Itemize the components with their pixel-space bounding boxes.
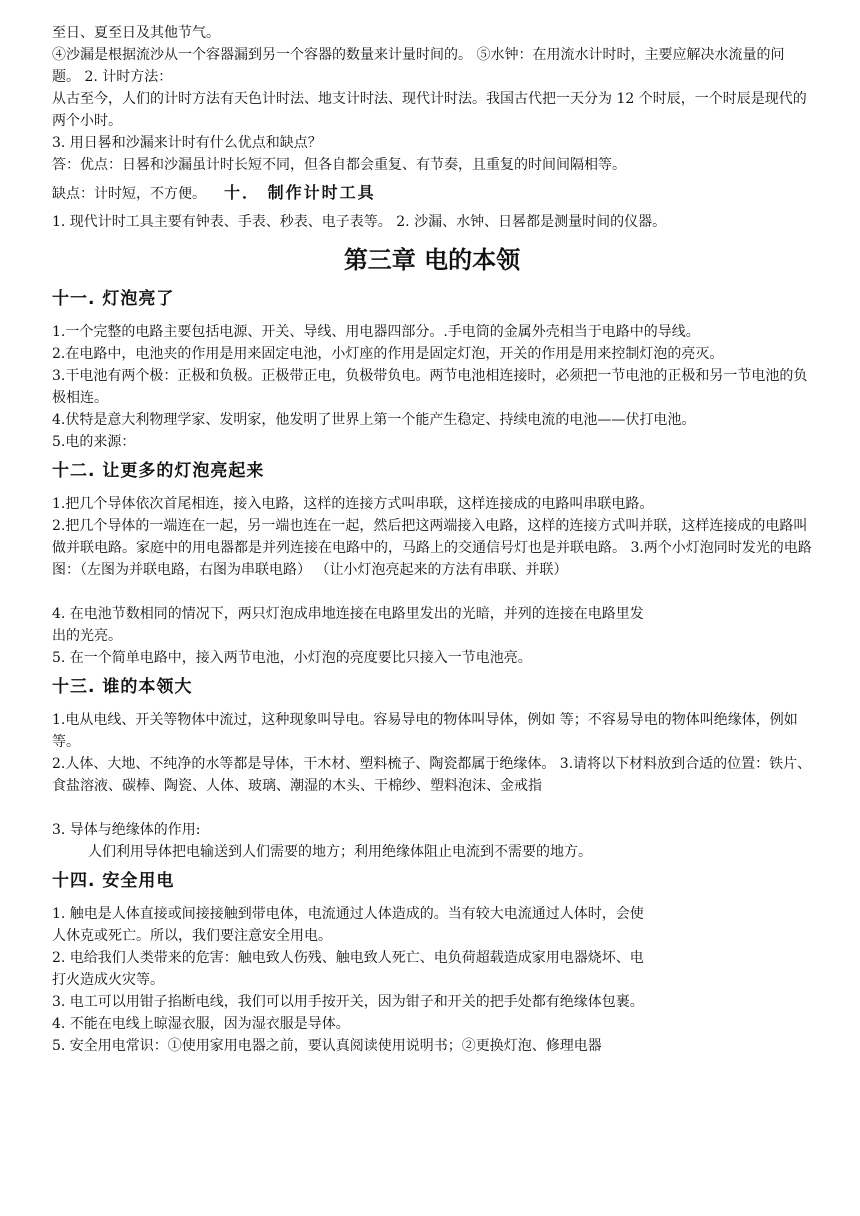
- section-14-heading: 十四. 安全用电: [52, 871, 175, 891]
- paragraph-modern-timers: 1. 现代计时工具主要有钟表、手表、秒表、电子表等。 2. 沙漏、水钟、日晷都是测量时间的仪器。: [52, 214, 667, 230]
- document-page: [52, 22, 812, 1057]
- section-12-heading: 十二. 让更多的灯泡亮起来: [52, 461, 265, 481]
- sec13-item-3-title: 3. 导体与绝缘体的作用:: [52, 822, 201, 838]
- paragraph-solstice: 至日、夏至日及其他节气。: [52, 25, 220, 41]
- sec11-item-1: 1.一个完整的电路主要包括电源、开关、导线、用电器四部分。.手电筒的金属外壳相当于电路中的导线。: [52, 324, 700, 340]
- paragraph-timing-methods: 从古至今，人们的计时方法有天色计时法、地支计时法、现代计时法。我国古代把一天分为 12 个时辰，一个时辰是现代的两个小时。: [52, 91, 807, 129]
- sec13-item-3-body: 人们利用导体把电输送到人们需要的地方；利用绝缘体阻止电流到不需要的地方。: [88, 844, 592, 860]
- sec12-item-5: 5. 在一个简单电路中，接入两节电池，小灯泡的亮度要比只接入一节电池亮。: [52, 650, 532, 666]
- sec12-item-4: 4. 在电池节数相同的情况下，两只灯泡成串地连接在电路里发出的光暗，并列的连接在电路里发出的光亮。: [52, 606, 644, 644]
- sec11-item-3: 3.干电池有两个极：正极和负极。正极带正电，负极带负电。两节电池相连接时，必须把一节电池的正极和另一节电池的负极相连。: [52, 368, 808, 406]
- sec14-item-5: 5. 安全用电常识：①使用家用电器之前，要认真阅读使用说明书；②更换灯泡、修理电器: [52, 1038, 602, 1054]
- sec11-item-2: 2.在电路中，电池夹的作用是用来固定电池，小灯座的作用是固定灯泡，开关的作用是用来控制灯泡的亮灭。: [52, 346, 724, 362]
- paragraph-hourglass-waterclock: ④沙漏是根据流沙从一个容器漏到另一个容器的数量来计量时间的。 ⑤水钟：在用流水计时时，主要应解决水流量的问题。 2. 计时方法：: [52, 47, 785, 85]
- question-sundial-hourglass: 3. 用日晷和沙漏来计时有什么优点和缺点？: [52, 135, 322, 151]
- chapter-title: 第三章 电的本领: [343, 246, 521, 274]
- sec14-item-2: 2. 电给我们人类带来的危害：触电致人伤残、触电致人死亡、电负荷超载造成家用电器烧坏、电打火造成火灾等。: [52, 950, 644, 988]
- sec14-item-1: 1. 触电是人体直接或间接接触到带电体，电流通过人体造成的。当有较大电流通过人体时，会使人休克或死亡。所以，我们要注意安全用电。: [52, 906, 644, 944]
- section-13-heading: 十三. 谁的本领大: [52, 677, 193, 697]
- answer-disadvantages: 缺点：计时短，不方便。: [52, 186, 206, 202]
- sec13-item-1: 1.电从电线、开关等物体中流过，这种现象叫导电。容易导电的物体叫导体，例如 等；不容易导电的物体叫绝缘体，例如 等。: [52, 712, 798, 750]
- section-10-heading: 十． 制作计时工具: [224, 183, 376, 202]
- answer-disadvantages-line: [52, 182, 812, 205]
- sec11-item-5: 5.电的来源：: [52, 434, 136, 450]
- answer-advantages: 答：优点：日晷和沙漏虽计时长短不同，但各自都会重复、有节奏，且重复的时间间隔相等。: [52, 157, 626, 173]
- section-11-heading: 十一. 灯泡亮了: [52, 289, 175, 309]
- sec11-item-4: 4.伏特是意大利物理学家、发明家，他发明了世界上第一个能产生稳定、持续电流的电池——伏打电池。: [52, 412, 696, 428]
- sec14-item-3: 3. 电工可以用钳子掐断电线，我们可以用手按开关，因为钳子和开关的把手处都有绝缘体包裹。: [52, 994, 644, 1010]
- sec12-item-2-3: 2.把几个导体的一端连在一起，另一端也连在一起，然后把这两端接入电路，这样的连接方式叫并联，这样连接成的电路叫做并联电路。家庭中的用电器都是并列连接在电路中的，马路上的交通信号灯也是并联电路。 3.两个小灯泡同时发光的电路图：（左图为并联电路，右图为串联电路） （让小灯泡亮起来的方法有串联、并联）: [52, 518, 812, 578]
- sec14-item-4: 4. 不能在电线上晾湿衣服，因为湿衣服是导体。: [52, 1016, 350, 1032]
- sec13-item-2-3: 2.人体、大地、不纯净的水等都是导体，干木材、塑料梳子、陶瓷都属于绝缘体。 3.请将以下材料放到合适的位置：铁片、食盐溶液、碳棒、陶瓷、人体、玻璃、潮湿的木头、干棉纱、塑料泡沫、金戒指: [52, 756, 812, 794]
- sec12-item-1: 1.把几个导体依次首尾相连，接入电路，这样的连接方式叫串联，这样连接成的电路叫串联电路。: [52, 496, 654, 512]
